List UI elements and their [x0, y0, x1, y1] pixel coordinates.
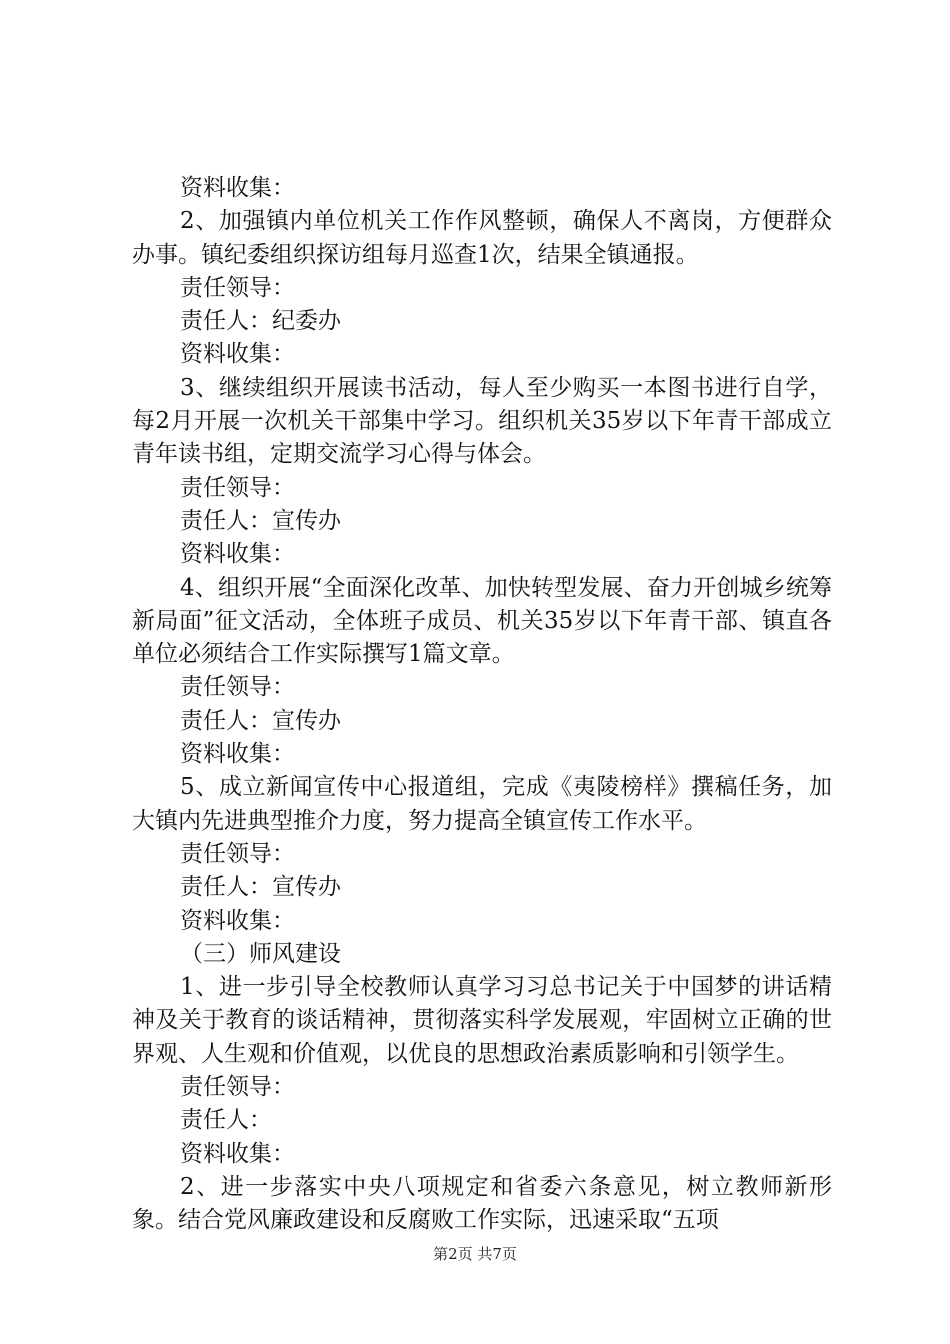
paragraph: 责任领导： [180, 674, 295, 701]
paragraph: 2、进一步落实中央八项规定和省委六条意见，树立教师新形象。结合党风廉政建设和反腐败工作实际，迅速采取“五项 [132, 1173, 832, 1234]
paragraph: 1、进一步引导全校教师认真学习习总书记关于中国梦的讲话精神及关于教育的谈话精神，贯彻落实科学发展观，牢固树立正确的世界观、人生观和价值观，以优良的思想政治素质影响和引领学生。 [132, 974, 832, 1067]
paragraph: 责任领导： [180, 474, 295, 501]
paragraph: 资料收集： [180, 541, 295, 568]
paragraph: 责任领导： [180, 1074, 295, 1101]
paragraph: 资料收集： [180, 741, 295, 768]
paragraph: 责任人：纪委办 [180, 308, 341, 335]
paragraph: 责任领导： [180, 274, 295, 301]
paragraph: 资料收集： [180, 341, 295, 368]
document-body [132, 172, 832, 1238]
paragraph: 3、继续组织开展读书活动，每人至少购买一本图书进行自学，每2月开展一次机关干部集中学习。组织机关35岁以下年青干部成立青年读书组，定期交流学习心得与体会。 [132, 374, 832, 468]
paragraph: 资料收集： [180, 907, 295, 934]
paragraph: 责任人： [180, 1107, 272, 1134]
paragraph: 责任人：宣传办 [180, 707, 341, 734]
section-heading: （三）师风建设 [180, 940, 341, 967]
paragraph: 资料收集： [180, 1140, 295, 1167]
paragraph: 责任人：宣传办 [180, 874, 341, 901]
paragraph: 责任领导： [180, 840, 295, 867]
page-number-footer: 第2页 共7页 [433, 1245, 517, 1263]
paragraph: 4、组织开展“全面深化改革、加快转型发展、奋力开创城乡统筹新局面”征文活动，全体班子成员、机关35岁以下年青干部、镇直各单位必须结合工作实际撰写1篇文章。 [132, 574, 832, 668]
paragraph: 资料收集： [180, 175, 295, 201]
paragraph: 5、成立新闻宣传中心报道组，完成《夷陵榜样》撰稿任务，加大镇内先进典型推介力度，努力提高全镇宣传工作水平。 [132, 774, 832, 834]
paragraph: 责任人：宣传办 [180, 507, 341, 534]
paragraph: 2、加强镇内单位机关工作作风整顿，确保人不离岗，方便群众办事。镇纪委组织探访组每月巡查1次，结果全镇通报。 [132, 208, 832, 268]
